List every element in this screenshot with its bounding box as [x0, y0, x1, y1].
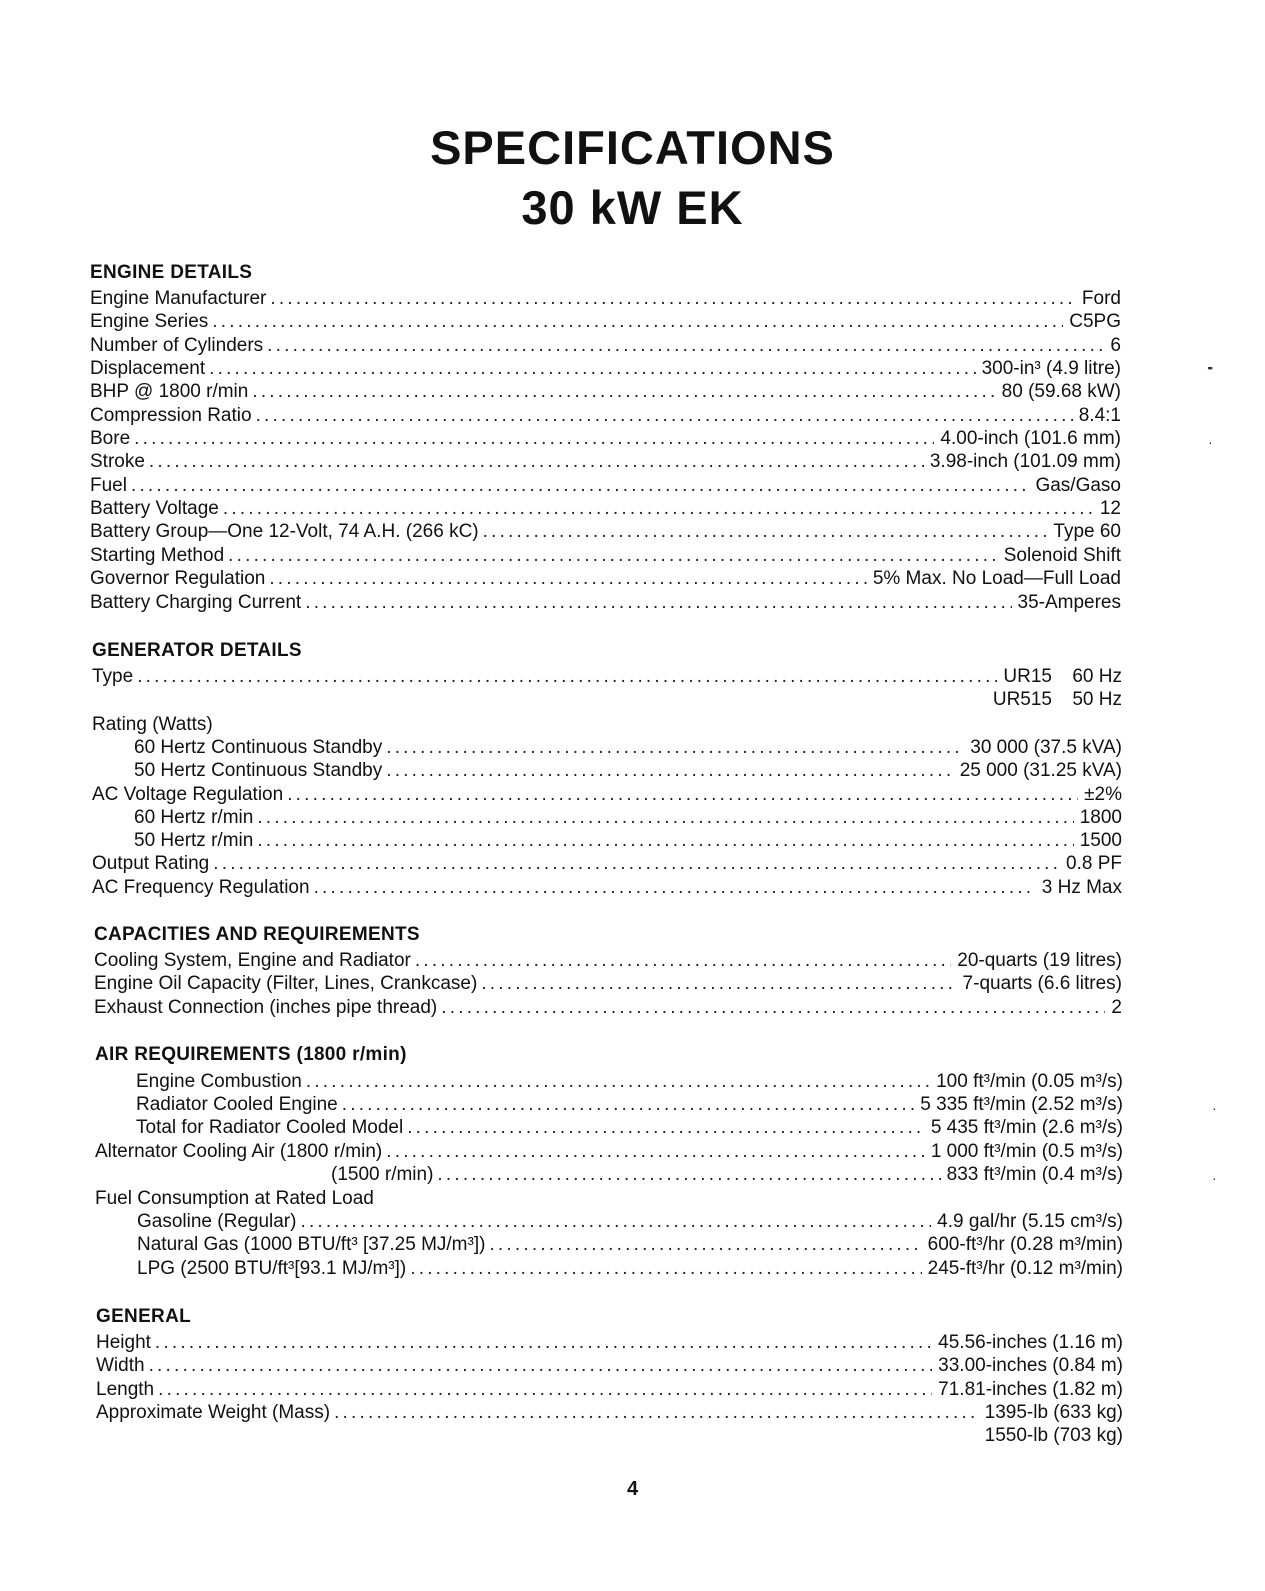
dot-leader — [410, 1258, 921, 1280]
spec-row — [96, 1402, 1123, 1426]
spec-value: 3.98-inch (101.09 mm) — [929, 451, 1121, 472]
spec-label: Radiator Cooled Engine — [136, 1094, 338, 1115]
spec-label: Natural Gas (1000 BTU/ft³ [37.25 MJ/m³]) — [137, 1234, 486, 1255]
spec-row — [137, 1234, 1123, 1258]
spec-value: 1550-lb (703 kg) — [984, 1425, 1123, 1446]
dot-leader — [223, 498, 1094, 520]
spec-row — [134, 737, 1122, 761]
generator-model-60hz: UR15 — [1003, 666, 1052, 687]
spec-label: Bore — [90, 428, 131, 449]
engine-details-heading: ENGINE DETAILS — [90, 262, 253, 283]
spec-value: 5% Max. No Load—Full Load — [872, 568, 1121, 589]
spec-value: 100 ft³/min (0.05 m³/s) — [936, 1071, 1123, 1092]
spec-label: Engine Series — [90, 311, 209, 332]
spec-value: 6 — [1110, 335, 1121, 356]
dot-leader — [407, 1117, 925, 1139]
spec-label: Cooling System, Engine and Radiator — [94, 950, 411, 971]
dot-leader — [342, 1094, 915, 1116]
spec-row — [90, 568, 1121, 592]
spec-row — [96, 1379, 1123, 1403]
spec-row — [136, 1071, 1123, 1095]
dot-leader — [437, 1164, 940, 1186]
generator-details-heading: GENERATOR DETAILS — [92, 640, 302, 661]
spec-value: 35-Amperes — [1017, 592, 1121, 613]
dot-leader — [300, 1211, 931, 1233]
spec-row-type — [92, 666, 1122, 690]
spec-row — [137, 1211, 1123, 1235]
spec-row — [94, 997, 1122, 1021]
dot-leader — [149, 1355, 933, 1377]
spec-row — [96, 1355, 1123, 1379]
spec-label: AC Voltage Regulation — [92, 784, 284, 805]
spec-row — [94, 973, 1122, 997]
dot-leader — [305, 592, 1011, 614]
spec-label: Output Rating — [92, 853, 210, 874]
fuel-consumption-label: Fuel Consumption at Rated Load — [95, 1188, 374, 1209]
spec-row — [90, 381, 1121, 405]
spec-row — [96, 1332, 1123, 1356]
spec-row-type-continued — [92, 689, 1122, 713]
dot-leader — [137, 666, 997, 688]
spec-value: 833 ft³/min (0.4 m³/s) — [946, 1164, 1123, 1185]
air-requirements-heading: AIR REQUIREMENTS (1800 r/min) — [95, 1044, 407, 1065]
spec-value: 5 335 ft³/min (2.52 m³/s) — [920, 1094, 1123, 1115]
spec-value: 5 435 ft³/min (2.6 m³/s) — [930, 1117, 1123, 1138]
dot-leader — [441, 997, 1105, 1019]
spec-label: (1500 r/min) — [331, 1164, 434, 1185]
dot-leader — [386, 1141, 925, 1163]
rating-watts-label: Rating (Watts) — [92, 714, 213, 735]
spec-value: Gas/Gaso — [1035, 475, 1121, 496]
spec-label: Engine Oil Capacity (Filter, Lines, Crankcase) — [94, 973, 478, 994]
spec-label: Fuel — [90, 475, 127, 496]
spec-value: 0.8 PF — [1066, 853, 1122, 874]
spec-row — [90, 335, 1121, 359]
dot-leader — [149, 451, 924, 473]
dot-leader — [256, 405, 1073, 427]
dot-leader — [213, 853, 1060, 875]
dot-leader — [386, 737, 964, 759]
general-heading: GENERAL — [96, 1306, 191, 1327]
spec-label: Approximate Weight (Mass) — [96, 1402, 331, 1423]
spec-row — [92, 784, 1122, 808]
spec-label: Gasoline (Regular) — [137, 1211, 297, 1232]
spec-row — [92, 853, 1122, 877]
spec-row — [90, 592, 1121, 616]
spec-value: 12 — [1099, 498, 1121, 519]
dot-leader — [134, 428, 934, 450]
spec-label: Battery Group—One 12-Volt, 74 A.H. (266 kC) — [90, 521, 479, 542]
dot-leader — [252, 381, 995, 403]
spec-label: Compression Ratio — [90, 405, 252, 426]
spec-row — [90, 358, 1121, 382]
dot-leader — [228, 545, 998, 567]
spec-value: 245-ft³/hr (0.12 m³/min) — [927, 1258, 1123, 1279]
spec-value: Solenoid Shift — [1003, 545, 1121, 566]
spec-label: Stroke — [90, 451, 145, 472]
dot-leader — [334, 1402, 979, 1424]
dot-leader — [209, 358, 976, 380]
dot-leader — [158, 1379, 932, 1401]
spec-label: Battery Charging Current — [90, 592, 302, 613]
spec-label: 60 Hertz r/min — [134, 807, 254, 828]
dot-leader — [287, 784, 1078, 806]
dot-leader — [155, 1332, 932, 1354]
spec-label: Length — [96, 1379, 155, 1400]
spec-value: 30 000 (37.5 kVA) — [970, 737, 1122, 758]
spec-row — [134, 830, 1122, 854]
spec-label: Starting Method — [90, 545, 225, 566]
spec-value: 25 000 (31.25 kVA) — [959, 760, 1122, 781]
dot-leader — [131, 475, 1029, 497]
spec-value: Type 60 — [1053, 521, 1121, 542]
dot-leader — [269, 568, 866, 590]
dot-leader — [483, 521, 1048, 543]
spec-label: Exhaust Connection (inches pipe thread) — [94, 997, 438, 1018]
dot-leader — [270, 288, 1076, 310]
page-title: SPECIFICATIONS — [430, 121, 835, 174]
spec-label: Height — [96, 1332, 151, 1353]
spec-label: LPG (2500 BTU/ft³[93.1 MJ/m³]) — [137, 1258, 407, 1279]
spec-label: Width — [96, 1355, 145, 1376]
spec-value: 45.56-inches (1.16 m) — [938, 1332, 1123, 1353]
spec-label: AC Frequency Regulation — [92, 877, 310, 898]
spec-label: 60 Hertz Continuous Standby — [134, 737, 383, 758]
spec-row — [90, 311, 1121, 335]
dot-leader — [306, 1071, 930, 1093]
capacities-heading: CAPACITIES AND REQUIREMENTS — [94, 924, 420, 945]
spec-row — [90, 545, 1121, 569]
spec-value: 71.81-inches (1.82 m) — [938, 1379, 1123, 1400]
spec-value: 7-quarts (6.6 litres) — [962, 973, 1122, 994]
spec-value: C5PG — [1069, 311, 1121, 332]
spec-row — [136, 1117, 1123, 1141]
spec-label: Type — [92, 666, 134, 687]
spec-value: 33.00-inches (0.84 m) — [938, 1355, 1123, 1376]
spec-row — [136, 1094, 1123, 1118]
spec-label: Total for Radiator Cooled Model — [136, 1117, 404, 1138]
spec-value: 20-quarts (19 litres) — [957, 950, 1122, 971]
spec-label: Battery Voltage — [90, 498, 219, 519]
spec-value: Ford — [1081, 288, 1121, 309]
dot-leader — [489, 1234, 921, 1256]
spec-value: 1800 — [1079, 807, 1122, 828]
spec-row — [90, 498, 1121, 522]
spec-label: BHP @ 1800 r/min — [90, 381, 249, 402]
dot-leader — [257, 830, 1073, 852]
spec-value: 1395-lb (633 kg) — [984, 1402, 1123, 1423]
scan-speck: · — [1212, 1170, 1217, 1186]
spec-value: 80 (59.68 kW) — [1001, 381, 1121, 402]
spec-value: 4.00-inch (101.6 mm) — [940, 428, 1121, 449]
spec-row — [90, 405, 1121, 429]
spec-row — [134, 760, 1122, 784]
spec-value: 1500 — [1079, 830, 1122, 851]
scan-speck: · — [1212, 1100, 1217, 1116]
spec-label: Displacement — [90, 358, 206, 379]
spec-value: 600-ft³/hr (0.28 m³/min) — [927, 1234, 1123, 1255]
dot-leader — [386, 760, 953, 782]
scan-speck: · — [1208, 434, 1213, 450]
dot-leader — [415, 950, 951, 972]
spec-row — [90, 475, 1121, 499]
spec-row — [134, 807, 1122, 831]
dot-leader — [481, 973, 956, 995]
spec-value: 8.4:1 — [1078, 405, 1121, 426]
dot-leader — [267, 335, 1104, 357]
spec-label: Number of Cylinders — [90, 335, 264, 356]
spec-row — [90, 451, 1121, 475]
spec-value: 3 Hz Max — [1041, 877, 1122, 898]
spec-row — [90, 288, 1121, 312]
spec-value: 1 000 ft³/min (0.5 m³/s) — [930, 1141, 1123, 1162]
spec-value: 2 — [1111, 997, 1122, 1018]
spec-label: Alternator Cooling Air (1800 r/min) — [95, 1141, 383, 1162]
spec-value: 4.9 gal/hr (5.15 cm³/s) — [937, 1211, 1123, 1232]
spec-label: Governor Regulation — [90, 568, 266, 589]
spec-row — [94, 950, 1122, 974]
generator-freq-60hz: 60 Hz — [1072, 666, 1122, 687]
spec-row — [95, 1141, 1123, 1165]
spec-row — [331, 1164, 1123, 1188]
spec-label: 50 Hertz Continuous Standby — [134, 760, 383, 781]
generator-freq-50hz: 50 Hz — [1072, 689, 1122, 710]
scan-speck: ╸ — [1208, 360, 1217, 376]
dot-leader — [314, 877, 1036, 899]
spec-value: ±2% — [1084, 784, 1122, 805]
spec-row — [90, 521, 1121, 545]
spec-row — [90, 428, 1121, 452]
spec-label: 50 Hertz r/min — [134, 830, 254, 851]
dot-leader — [212, 311, 1063, 333]
spec-row — [137, 1258, 1123, 1282]
page-number: 4 — [626, 1478, 639, 1500]
generator-model-50hz: UR515 — [992, 689, 1052, 710]
spec-value: 300-in³ (4.9 litre) — [981, 358, 1121, 379]
spec-row — [92, 877, 1122, 901]
spec-row-weight-alt — [96, 1425, 1123, 1449]
page-subtitle: 30 kW EK — [521, 181, 744, 234]
spec-label: Engine Manufacturer — [90, 288, 267, 309]
dot-leader — [257, 807, 1073, 829]
spec-label: Engine Combustion — [136, 1071, 302, 1092]
